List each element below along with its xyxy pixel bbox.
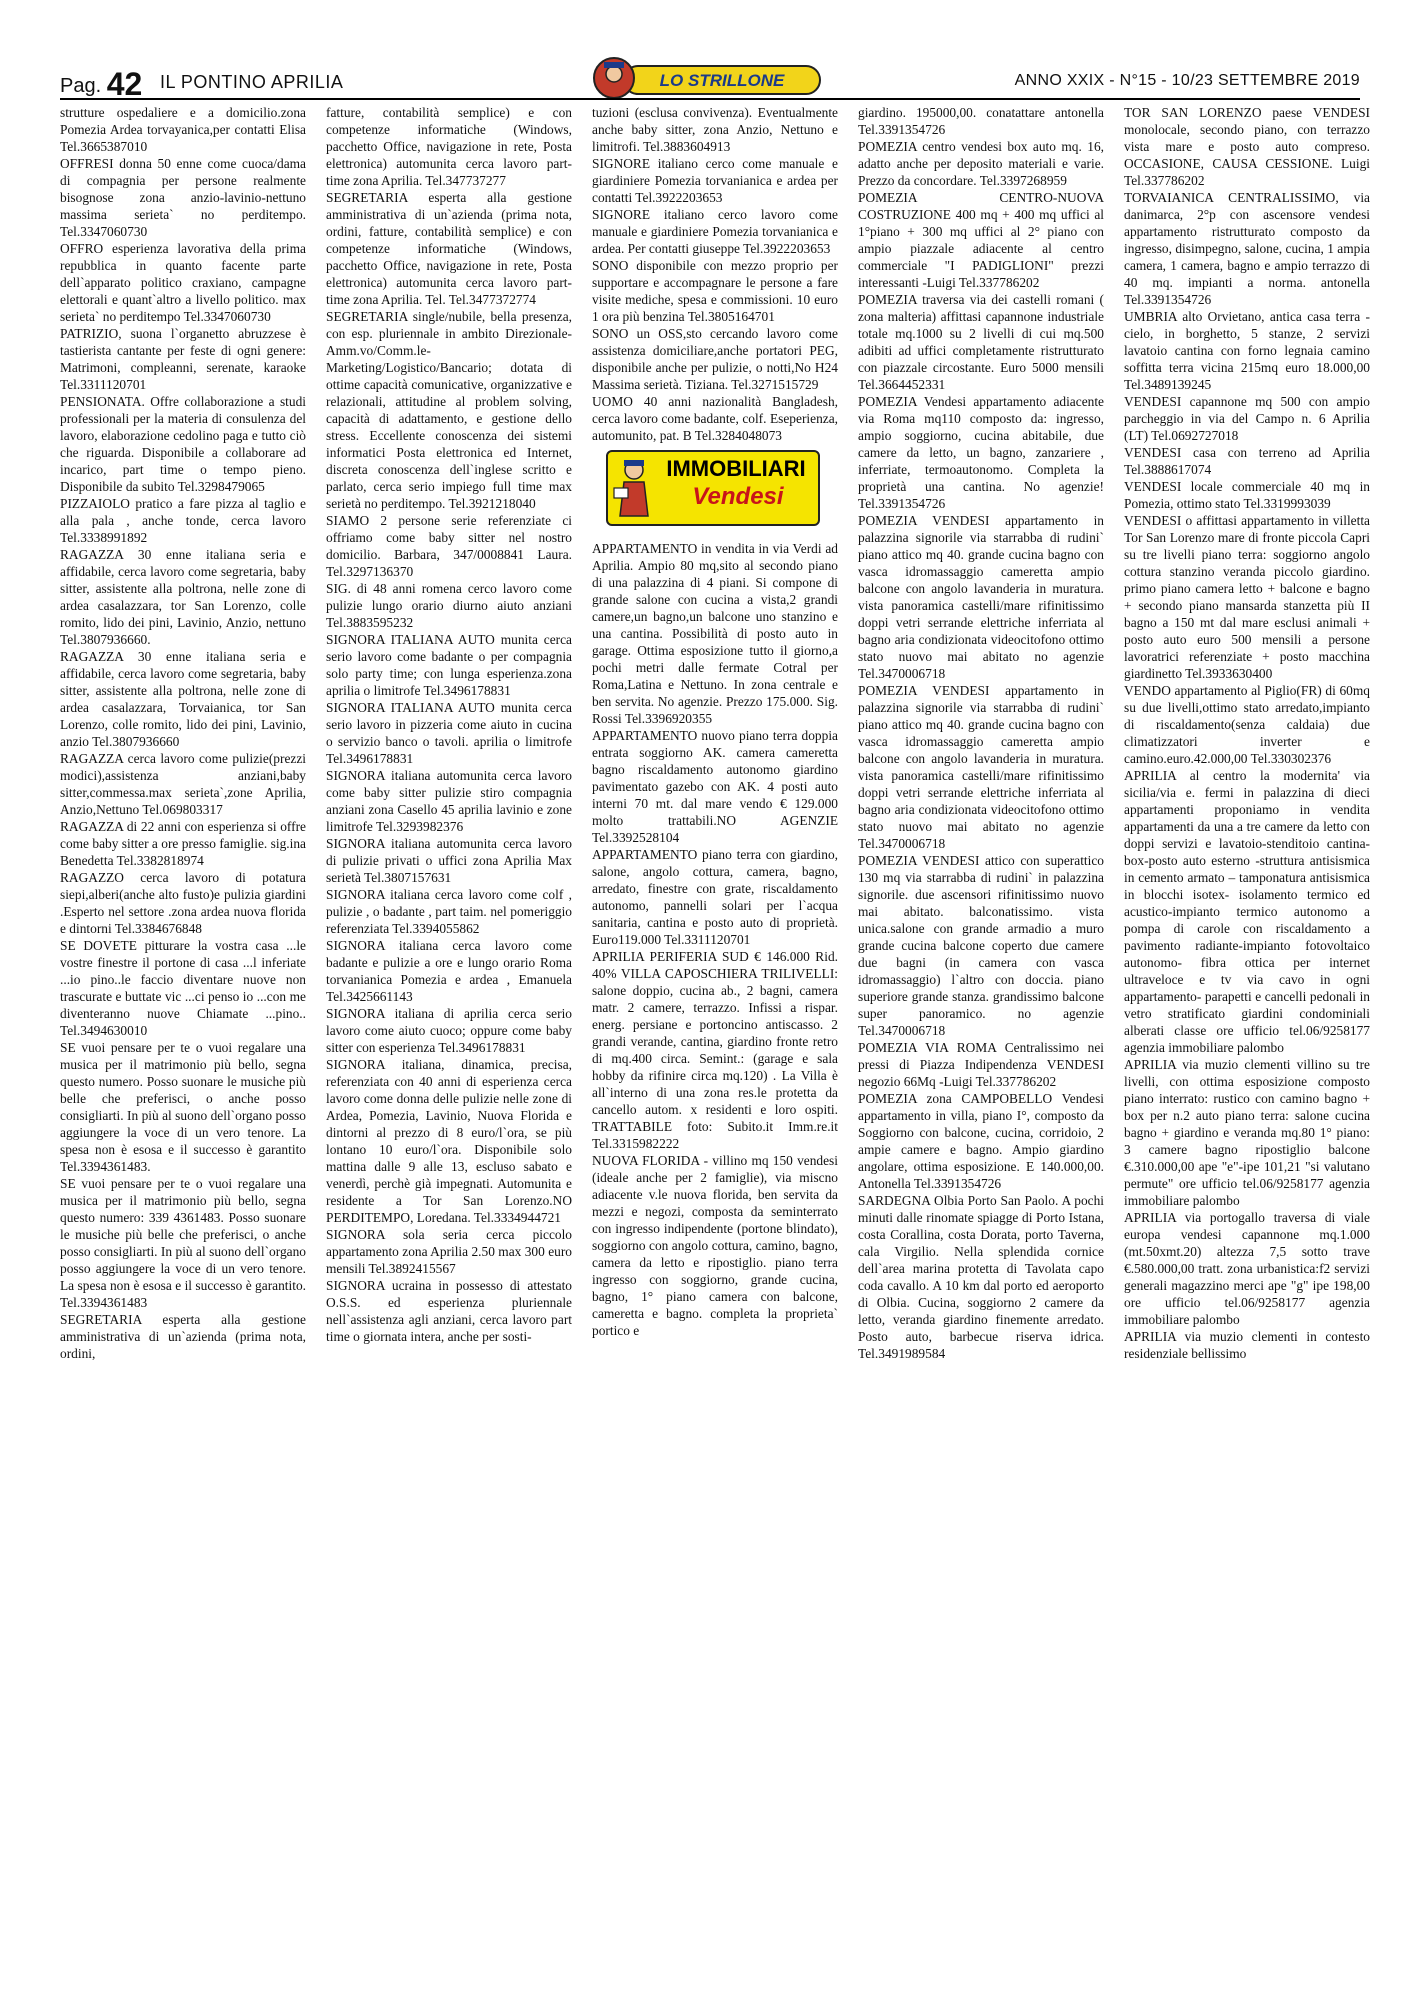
banner-title: IMMOBILIARI [660,460,812,477]
ad-text: RAGAZZA cerca lavoro come pulizie(prezzi modici),assistenza anziani,baby sitter,commessa.max serieta`,zone Aprilia, Anzio,Nettuno Tel.069803317 [60,751,306,817]
column-3 [592,104,838,1339]
ad-text: UMBRIA alto Orvietano, antica casa terra - cielo, in borghetto, 5 stanze, 2 servizi lavatoio cantina con forno legnaia camino soffitta terra vicina 215mq euro 18.000,00 Tel.3489139245 [1124,309,1370,392]
ad-text: giardino. 195000,00. conatattare antonella Tel.3391354726 [858,105,1104,137]
column-2 [326,104,572,1345]
ad-text: SIAMO 2 persone serie referenziate ci offriamo come baby sitter nel nostro domicilio. Barbara, 347/0008841 Laura. Tel.3297136370 [326,513,572,579]
ad-text: RAGAZZA di 22 anni con esperienza si offre come baby sitter a ore presso famiglie. sig.ina Benedetta Tel.3382818974 [60,819,306,868]
page-label: Pag. [60,75,102,97]
ad-text: SIGNORA italiana automunita cerca lavoro di pulizie privati o uffici zona Aprilia Max serietà Tel.3807157631 [326,836,572,885]
banner-subtitle: Vendesi [692,483,784,510]
ad-text: SIGNORA italiana, dinamica, precisa, referenziata con 40 anni di esperienza cerca lavoro come donna delle pulizie nelle zone di Ardea, Pomezia, Lavinio, Nuova Florida e dintorni al prezzo di 8 euro/l`ora, se più lontano 10 euro/l`ora. Disponibile solo mattina dalle 9 alle 13, escluso sabato e venerdì, perchè già impegnati. Automunita e residente a Tor San Lorenzo.NO PERDITEMPO, Loredana. Tel.3334944721 [326,1057,572,1225]
ad-text: RAGAZZA 30 enne italiana seria e affidabile, cerca lavoro come segretaria, baby sitter, assistente alla poltrona, nelle zone di ardea casalazzara, tor San Lorenzo, colle romito, lido dei pini, Lavinio, Anzio, nettuno Tel.3807936660. [60,547,306,647]
header-rule [60,98,1360,100]
ad-text: POMEZIA VENDESI appartamento in palazzina signorile via starrabba di rudini` piano attico mq 40. grande cucina bagno con vasca idromassaggio cameretta ampio balcone con angolo lavanderia in muratura. vista panoramica castelli/mare rifinitissimo doppi vetri serrande elettriche inferriata al bagno aria condizionata videocitofono ottimo stato nuovo mai abitato no agenzie Tel.3470006718 [858,513,1104,681]
ad-text: POMEZIA CENTRO-NUOVA COSTRUZIONE 400 mq + 400 mq uffici al 1°piano + 300 mq uffici al 2° piano con ampio piazzale adiacente al centro commerciale "I PADIGLIONI" prezzi interessanti -Luigi Tel.337786202 [858,190,1104,290]
ad-text: SIGNORA italiana di aprilia cerca serio lavoro come aiuto cuoco; oppure come baby sitter con esperienza Tel.3496178831 [326,1006,572,1055]
ad-text: SIGNORA italiana automunita cerca lavoro come baby sitter pulizie stiro compagnia anziani zona Casello 45 aprilia lavinio e zone limitrofe Tel.3293982376 [326,768,572,834]
logo-text: LO STRILLONE [659,71,785,90]
ad-text: tuzioni (esclusa convivenza). Eventualmente anche baby sitter, zona Anzio, Nettuno e limitrofi. Tel.3883604913 [592,105,838,154]
ad-text: fatture, contabilità semplice) e con competenze informatiche (Windows, pacchetto Office, navigazione in rete, Posta elettronica) automunita cerca lavoro part-time zona Aprilia. Tel.347737277 [326,105,572,188]
ad-text: NUOVA FLORIDA - villino mq 150 vendesi (ideale anche per 2 famiglie), via miscno adiacente v.le nuova florida, ben servita da mezzi e negozi, composta da seminterrato con ingresso indipendente (portone blindato), soggiorno con angolo cottura, camino, bagno, camera da letto e ripostiglio. piano terra ingresso con soggiorno, grande cucina, bagno, 1° piano camera con balcone, cameretta e bagno. completa la proprieta` portico e [592,1153,838,1338]
column-1 [60,104,306,1362]
ad-text: SIGNORA italiana cerca lavoro come colf , pulizie , o badante , part taim. nel pomeriggio referenziata Tel.3394055862 [326,887,572,936]
ad-text: VENDESI capannone mq 500 con ampio parcheggio in via del Campo n. 6 Aprilia (LT) Tel.0692727018 [1124,394,1370,443]
ad-text: PATRIZIO, suona l`organetto abruzzese è tastierista cantante per feste di ogni genere: Matrimoni, compleanni, serenate, karaoke Tel.3311120701 [60,326,306,392]
ad-text: RAGAZZA 30 enne italiana seria e affidabile, cerca lavoro come segretaria, baby sitter, assistente alla poltrona, nelle zone di ardea casalazzara, Torvaianica, tor San Lorenzo, colle romito, lido dei pini, Lavinio, anzio Tel.3807936660 [60,649,306,749]
lo-strillone-logo [590,54,830,102]
ad-text: VENDESI locale commerciale 40 mq in Pomezia, ottimo stato Tel.3319993039 [1124,479,1370,511]
ad-text: APRILIA via portogallo traversa di viale europa vendesi capannone mq.1.000 (mt.50xmt.20) altezza 7,5 sotto trave €.580.000,00 tratt. zona urbanistica:f2 servizi generali magazzino merci ape "g" ipe 198,00 ore ufficio tel.06/9258177 agenzia immobiliare palombo [1124,1210,1370,1327]
ad-text: POMEZIA zona CAMPOBELLO Vendesi appartamento in villa, piano I°, composto da Soggiorno con balcone, cucina, corridoio, 2 ampie camere e bagno. Ampio giardino angolare, ottima esposizione. E 140.000,00. Antonella Tel.3391354726 [858,1091,1104,1191]
ad-text: SARDEGNA Olbia Porto San Paolo. A pochi minuti dalle rinomate spiagge di Porto Istana, costa Corallina, costa Dorata, porto Taverna, cala Virgilio. Nella splendida cornice dell`area marina protetta di Tavolata capo coda cavallo. A 10 km dal porto ed aeroporto di Olbia. Cucina, soggiorno 2 camere da letto, veranda giardino finemente arredato. Posto auto, barbecue riserva idrica. Tel.3491989584 [858,1193,1104,1361]
salesman-icon [612,458,656,518]
ad-text: SIGNORA ucraina in possesso di attestato O.S.S. ed esperienza pluriennale nell`assistenza agli anziani, cerca lavoro part time o giornata intera, anche per sosti- [326,1278,572,1344]
ad-text: SIGNORA sola seria cerca piccolo appartamento zona Aprilia 2.50 max 300 euro mensili Tel.3892415567 [326,1227,572,1276]
ad-text: APRILIA al centro la modernita' via sicilia/via e. fermi in palazzina di dieci appartamenti proponiamo in vendita appartamenti da una a tre camere da letto con doppi servizi e lavatoio-stenditoio cantina- box-posto auto esterno -struttura antisismica in cemento armato – tamponatura antisismica in blocchi isotex- isolamento termico ed acustico-impianto termico autonomo a pompa di carole con riscaldamento a pavimento radiante-impianto fotovoltaico autonomo- fibra ottica per internet ultraveloce e tv via cavo in ogni appartamento- parapetti e cancelli pedonali in vetro stratificato giardini condominiali alberati classe ore ufficio tel.06/9258177 agenzia immobiliare palombo [1124,768,1370,1055]
ad-text: RAGAZZO cerca lavoro di potatura siepi,alberi(anche alto fusto)e pulizia giardini .Esperto nel settore .zona ardea nuova florida e dintorni Tel.3384676848 [60,870,306,936]
ad-text: APRILIA via muzio clementi villino su tre livelli, con ottima esposizione composto piano interrato: rustico con camino bagno + box per n.2 auto piano terra: salone cucina bagno + giardino e veranda mq.80 1° piano: 3 camere bagno ripostiglio balcone €.310.000,00 ape "e"-ipe 101,21 "si valutano permute" ore ufficio tel.06/9258177 agenzia immobiliare palombo [1124,1057,1370,1208]
ad-text: POMEZIA VENDESI attico con superattico 130 mq via starrabba di rudini` in palazzina signorile. due ascensori rifinitissimo nuovo mai abitato. balconatissimo. vista unica.salone con grande armadio a muro grande cucina balcone coperto due camere due bagni (in camera con vasca idromassaggio) l`altro con doccia. piano superiore grande stanza. grandissimo balcone super panoramico. no agenzie Tel.3470006718 [858,853,1104,1038]
ad-text: strutture ospedaliere e a domicilio.zona Pomezia Ardea torvayanica,per contatti Elisa Tel.3665387010 [60,105,306,154]
ad-text: SIG. di 48 anni romena cerco lavoro come pulizie lungo orario diurno aiuto anziani Tel.3883595232 [326,581,572,630]
ad-text: TOR SAN LORENZO paese VENDESI monolocale, secondo piano, con terrazzo vista mare e posto auto compreso. OCCASIONE, CAUSA CESSIONE. Luigi Tel.337786202 [1124,105,1370,188]
ad-text: PENSIONATA. Offre collaborazione a studi professionali per la materia di consulenza del lavoro, elaborazione cedolino paga e tutto ciò che riguarda. Disponibile a collaborare ad incarico, part time o tempo pieno. Disponibile da subito Tel.3298479065 [60,394,306,494]
issue-info: ANNO XXIX - N°15 - 10/23 SETTEMBRE 2019 [1014,72,1360,89]
ad-text: VENDESI casa con terreno ad Aprilia Tel.3888617074 [1124,445,1370,477]
ad-text: SE DOVETE pitturare la vostra casa ...le vostre finestre il portone di casa ...l inferiate ...io pino..le faccio diventare nuove non trascurate e buttate vic ...ci penso io ...con me diventeranno nuove Chiamate ...pino.. Tel.3494630010 [60,938,306,1038]
ad-text: SONO un OSS,sto cercando lavoro come assistenza domiciliare,anche portatori PEG, disponibile anche per pulizie, o notti,No H24 Massima serietà. Tiziana. Tel.3271515729 [592,326,838,392]
ad-text: POMEZIA traversa via dei castelli romani ( zona malteria) affittasi capannone industriale totale mq.1000 su 2 livelli di cui mq.500 adibiti ad uffici completamente ristrutturato con piazzale circostante. Euro 5000 mensili Tel.3664452331 [858,292,1104,392]
ad-text: POMEZIA centro vendesi box auto mq. 16, adatto anche per deposito materiali e varie. Prezzo da concordare. Tel.3397268959 [858,139,1104,188]
immobiliari-vendesi-banner [606,450,820,526]
ad-text: APRILIA via muzio clementi in contesto residenziale bellissimo [1124,1329,1370,1361]
ad-text: OFFRO esperienza lavorativa della prima repubblica in quanto facente parte dell`apparato politico craxiano, campagne elettorali e quant`altro a livello politico. max serieta` no perditempo Tel.3347060730 [60,241,306,324]
ad-text: APRILIA PERIFERIA SUD € 146.000 Rid. 40% VILLA CAPOSCHIERA TRILIVELLI: salone doppio, cucina ab., 2 bagni, camera matr. 2 camere, terrazzo. Infissi a rispar. energ. persiane e portoncino antiscasso. 2 grandi verande, cantina, giardino fronte retro di mq.400 circa. Semint.: (garage e sala hobby da rifinire circa mq.120) . La Villa è all`interno di una zona res.le protetta da cancello autom. x residenti e loro ospiti. TRATTABILE foto: Subito.it Imm.re.it Tel.3315982222 [592,949,838,1151]
ad-text: POMEZIA VENDESI appartamento in palazzina signorile via starrabba di rudini` piano attico mq 40. grande cucina bagno con vasca idromassaggio cameretta ampio balcone con angolo lavanderia in muratura. vista panoramica castelli/mare rifinitissimo doppi vetri serrande elettriche inferriata al bagno aria condizionata videocitofono ottimo stato nuovo mai abitato no agenzie Tel.3470006718 [858,683,1104,851]
column-4 [858,104,1104,1362]
ad-text: TORVAIANICA CENTRALISSIMO, via danimarca, 2°p con ascensore vendesi appartamento ristrutturato composto da ingresso, disimpegno, salone, cucina, 1 ampia camera, 1 camera, bagno e ampio terrazzo di 40 mq. impianti a norma. antonella Tel.3391354726 [1124,190,1370,307]
ad-text: APPARTAMENTO in vendita in via Verdi ad Aprilia. Ampio 80 mq,sito al secondo piano di una palazzina di 4 piani. Si compone di grande salone con cucina a vista,2 grandi camere,un bagno,un balcone uno stanzino e una cantina. Possibilità di posto auto in garage. Ottima esposizione tutto il giorno,a pochi metri dalle fermate Cotral per Roma,Latina e Nettuno. In zona centrale e ben servita. No agenzie. Prezzo 175.000. Sig. Rossi Tel.3396920355 [592,541,838,726]
ad-text: POMEZIA Vendesi appartamento adiacente via Roma mq110 composto da: ingresso, ampio soggiorno, cucina abitabile, due camere da letto, un bagno, zanzariere , inferriate, termoautonomo. Completa la proprietà una cantina. No agenzie! Tel.3391354726 [858,394,1104,511]
ad-text: SEGRETARIA single/nubile, bella presenza, con esp. pluriennale in ambito Direzionale-Amm.vo/Comm.le-Marketing/Logistico/Bancario; dotata di ottime capacità comunicative, organizzative e relazionali, attitudine al problem solving, capacità di adattamento, e gestione dello stress. Eccellente conoscenza dei sistemi informatici Posta elettronica ed Internet, discreta conoscenza dell`inglese scritto e parlato, cerca serio impiego full time max serietà no perditempo. Tel.3921218040 [326,309,572,511]
ad-text: SIGNORE italiano cerco come manuale e giardiniere Pomezia torvanianica e ardea per contatti Tel.3922203653 [592,156,838,205]
ad-text: VENDESI o affittasi appartamento in villetta Tor San Lorenzo mare di fronte piccola Capri su tre livelli piano terra: soggiorno angolo cottura stanzino veranda piccolo giardino. primo piano camera letto + balcone e bagno + secondo piano mansarda stanzetta più II bagno a 150 mt dal mare esclusi animali + posto auto euro 500 mensili a persone lavoratrici referenziate + posto macchina giardinetto Tel.3933630400 [1124,513,1370,681]
ad-text: OFFRESI donna 50 enne come cuoca/dama di compagnia per persone realmente bisognose zona anzio-lavinio-nettuno massima serieta` no perditempo. Tel.3347060730 [60,156,306,239]
ad-text: SE vuoi pensare per te o vuoi regalare una musica per il matrimonio più bello, segna questo numero: 339 4361483. Posso suonare le musiche più belle che preferisci, o anche posso consigliarti. In più al suono dell`organo posso aggiungere la voce di un vero tenore. La spesa non è esosa e il successo è garantito. Tel.3394361483 [60,1176,306,1310]
ad-text: PIZZAIOLO pratico a fare pizza al taglio e alla pala , anche tonde, cerca lavoro Tel.3338991892 [60,496,306,545]
ad-text: SIGNORE italiano cerco lavoro come manuale e giardiniere Pomezia torvanianica e ardea. Per contatti giuseppe Tel.3922203653 [592,207,838,256]
page-number-value: 42 [106,66,143,102]
ad-text: UOMO 40 anni nazionalità Bangladesh, cerca lavoro come badante, colf. Eseperienza, automunito, pat. B Tel.3284048073 [592,394,838,443]
ad-text: POMEZIA VIA ROMA Centralissimo nei pressi di Piazza Indipendenza VENDESI negozio 66Mq -Luigi Tel.337786202 [858,1040,1104,1089]
ad-text: SIGNORA italiana cerca lavoro come badante e pulizie a ore e lungo orario Roma torvanianica Pomezia e ardea , Emanuela Tel.3425661143 [326,938,572,1004]
ad-text: APPARTAMENTO piano terra con giardino, salone, angolo cottura, camera, bagno, arredato, finestre con grate, riscaldamento autonomo, pannelli solari per l`acqua sanitaria, cantina e posto auto di proprietà. Euro119.000 Tel.3311120701 [592,847,838,947]
ad-text: SEGRETARIA esperta alla gestione amministrativa di un`azienda (prima nota, ordini, fatture, contabilità semplice) e con competenze informatiche (Windows, pacchetto Office, navigazione in rete, Posta elettronica) automunita cerca lavoro part-time zona Aprilia. Tel. Tel.3477372774 [326,190,572,307]
ad-text: SEGRETARIA esperta alla gestione amministrativa di un`azienda (prima nota, ordini, [60,1312,306,1361]
ad-text: SONO disponibile con mezzo proprio per supportare e accompagnare le persone a fare visite mediche, spesa e commissioni. 10 euro 1 ora più benzina Tel.3805164701 [592,258,838,324]
ad-text: SE vuoi pensare per te o vuoi regalare una musica per il matrimonio più bello, segna questo numero. Posso suonare le musiche più belle che preferisci, o anche posso consigliarti. In più al suono dell`organo posso aggiungere la voce di un vero tenore. La spesa non è esosa e il successo è garantito Tel.3394361483. [60,1040,306,1174]
ad-text: APPARTAMENTO nuovo piano terra doppia entrata soggiorno AK. camera cameretta bagno riscaldamento autonomo giardino pavimentato gazebo con AK. 4 posti auto interni 70 mt. dal mare vendo € 129.000 molto trattabili.NO AGENZIE Tel.3392528104 [592,728,838,845]
ad-text: SIGNORA ITALIANA AUTO munita cerca serio lavoro come badante o per compagnia solo party time; con lunga esperienza.zona aprilia o limitrofe Tel.3496178831 [326,632,572,698]
ad-text: VENDO appartamento al Piglio(FR) di 60mq su due livelli,ottimo stato arredato,impianto di riscaldamento(senza caldaia) due climatizzatori inverter e camino.euro.42.000,00 Tel.330302376 [1124,683,1370,766]
column-5 [1124,104,1370,1362]
paper-name: IL PONTINO APRILIA [160,72,344,92]
ad-text: SIGNORA ITALIANA AUTO munita cerca serio lavoro in pizzeria come aiuto in cucina o servizio banco o tavoli. aprilia o limitrofe Tel.3496178831 [326,700,572,766]
